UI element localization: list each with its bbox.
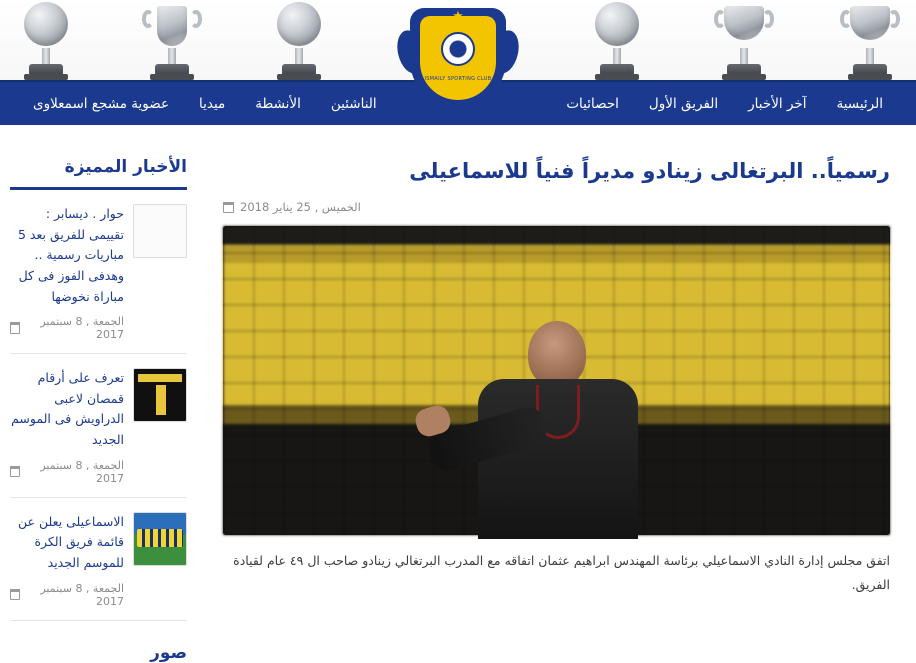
news-thumbnail-icon <box>133 368 187 422</box>
coach-head <box>528 321 586 387</box>
football-icon <box>441 32 475 66</box>
news-item-date-row <box>10 459 124 485</box>
article-date-row <box>223 200 890 214</box>
trophy-icon-6 <box>14 2 78 80</box>
article-main <box>205 125 916 639</box>
list-item-texts <box>10 204 124 341</box>
trophy-icon-5 <box>140 2 204 80</box>
nav-item-first-team[interactable]: الفريق الأول <box>648 95 719 112</box>
nav-item-home[interactable]: الرئيسية <box>836 95 883 112</box>
calendar-icon <box>223 202 234 213</box>
article-title: رسمياً.. البرتغالى زينادو مديراً فنياً للاسماعيلى <box>409 159 890 183</box>
article-date: الخميس , 25 يناير 2018 <box>240 200 361 215</box>
list-item[interactable] <box>10 354 187 498</box>
trophy-icon-2 <box>712 2 776 80</box>
news-item-date-row <box>10 315 124 341</box>
nav-item-latest-news[interactable]: آخر الأخبار <box>748 95 807 112</box>
calendar-icon <box>10 466 20 477</box>
news-thumbnail-icon <box>133 512 187 566</box>
sidebar-heading-photos: صور <box>150 642 187 663</box>
coach-figure <box>432 315 682 535</box>
news-item-date: الجمعة , 8 سبتمبر 2017 <box>40 315 124 342</box>
club-crest-logo[interactable] <box>398 2 518 124</box>
crest-text: ISMAILY SPORTING CLUB <box>424 76 492 82</box>
calendar-icon <box>10 589 20 600</box>
trophy-icon-1 <box>838 2 902 80</box>
nav-item-media[interactable]: ميديا <box>199 95 226 112</box>
news-item-title[interactable]: الاسماعيلى يعلن عن قائمة فريق الكرة للموسم الجديد <box>18 513 124 570</box>
calendar-icon <box>10 323 20 334</box>
news-item-title[interactable]: تعرف على أرقام قمصان لاعبى الدراويش فى الموسم الجديد <box>11 370 124 447</box>
nav-right-group <box>551 82 898 125</box>
trophy-icon-4 <box>267 2 331 80</box>
list-item-texts <box>10 512 124 608</box>
news-item-title[interactable]: حوار . ديسابر : تقييمى للفريق بعد 5 مباريات رسمية .. وهدفى الفوز فى كل مباراة نخوضها <box>17 206 124 304</box>
site-header-banner <box>0 0 916 80</box>
news-item-date: الجمعة , 8 سبتمبر 2017 <box>40 458 124 485</box>
nav-item-fan-membership[interactable]: عضوية مشجع اسمعلاوى <box>33 95 170 112</box>
crest-star-icon: ★ <box>452 9 464 24</box>
nav-item-statistics[interactable]: احصائيات <box>566 95 619 112</box>
sidebar-heading-featured: الأخبار المميزة <box>10 157 187 190</box>
article-hero-image <box>223 226 890 535</box>
news-thumbnail-icon <box>133 204 187 258</box>
featured-news-sidebar <box>0 125 205 663</box>
news-item-date: الجمعة , 8 سبتمبر 2017 <box>40 581 124 608</box>
crest-ribbon <box>415 109 501 122</box>
trophy-icon-3 <box>585 2 649 80</box>
news-item-date-row <box>10 582 124 608</box>
nav-item-youth[interactable]: الناشئين <box>330 95 377 112</box>
article-body-text: اتفق مجلس إدارة النادي الاسماعيلي برئاسة المهندس ابراهيم عثمان اتفاقه مع المدرب البرتغالي زينادو صاحب ال ٤٩ عام لقيادة الفريق. <box>233 553 890 593</box>
list-item-texts <box>10 368 124 485</box>
nav-left-group <box>18 82 392 125</box>
list-item[interactable] <box>10 498 187 621</box>
page-body <box>0 125 916 663</box>
list-item[interactable] <box>10 190 187 354</box>
nav-item-activities[interactable]: الأنشطة <box>255 95 301 112</box>
